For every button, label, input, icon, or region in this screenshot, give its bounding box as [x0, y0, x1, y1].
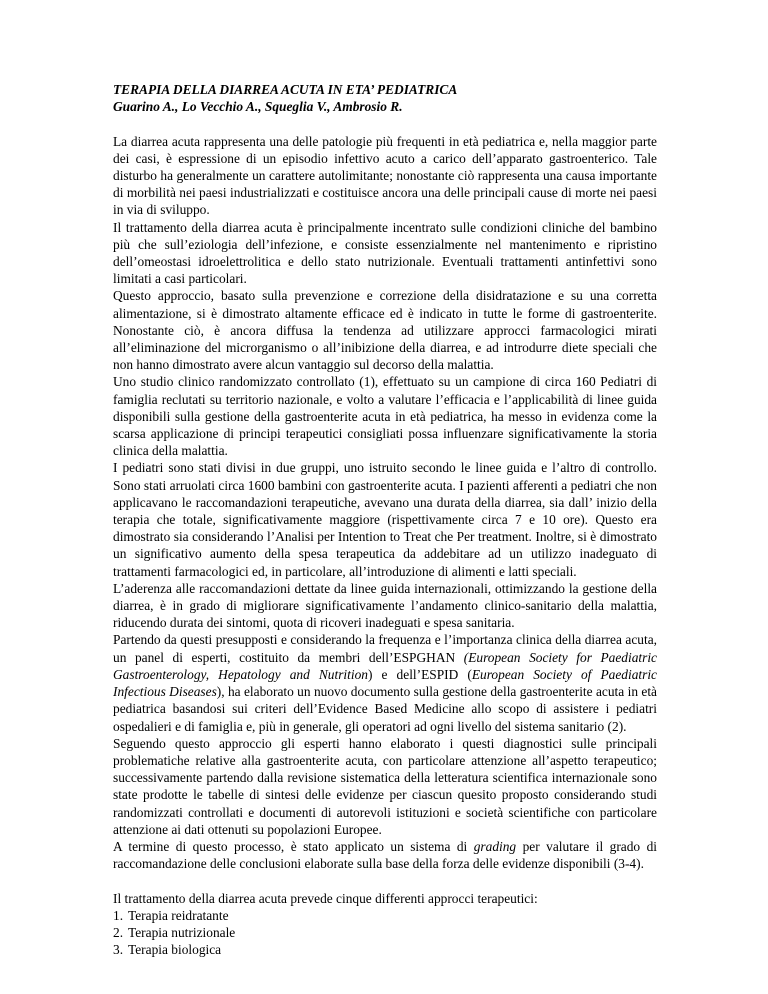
document-page: [113, 81, 657, 958]
paragraph-gap: [113, 872, 657, 889]
espghan-text-3: ), ha elaborato un nuovo documento sulla gestione della gastroenterite acuta in età pediatrica basandosi sui criteri dell’Evidence Based Medicine allo scopo di assistere i pediatri ospedalieri e di famiglia e, più in generale, gli operatori ad ogni livello del sistema sanitario (2).: [113, 684, 657, 734]
paragraph-grading: [113, 838, 657, 872]
list-item-label: Terapia nutrizionale: [128, 924, 236, 940]
paragraph-study: Uno studio clinico randomizzato controllato (1), effettuato su un campione di circa 160 Pediatri di famiglia reclutati su territorio nazionale, e volto a valutare l’efficacia e l’applicabilità di linee guida disponibili sulla gestione della gastroenterite acuta in età pediatrica, ha messo in evidenza come la scarsa applicazione di principi terapeutici consigliati possa influenzare significativamente la storia clinica della malattia.: [113, 374, 657, 459]
grading-text-1: A termine di questo processo, è stato applicato un sistema di: [113, 838, 474, 854]
paragraph-approach: Questo approccio, basato sulla prevenzione e correzione della disidratazione e su una corretta alimentazione, si è dimostrato altamente efficace ed è indicato in tutte le forme di gastroenterite. Nonostante ciò, è ancora diffusa la tendenza ad utilizzare approcci farmacologici mirati all’eliminazione del microrganismo o all’inibizione della diarrea, e ad introdurre diete speciali che non hanno dimostrato avere alcun vantaggio sul decorso della malattia.: [113, 288, 657, 373]
paragraph-espghan: [113, 631, 657, 734]
espghan-text-2: ) e dell’ESPID (: [368, 666, 472, 682]
paragraph-adherence: L’aderenza alle raccomandazioni dettate da linee guida internazionali, ottimizzando la gestione della diarrea, è in grado di migliorare significativamente l’andamento clinico-sanitario della malattia, riducendo durata dei sintomi, quota di ricoveri inadeguati e spesa sanitaria.: [113, 580, 657, 631]
list-intro: Il trattamento della diarrea acuta prevede cinque differenti approcci terapeutici:: [113, 890, 538, 906]
list-item-number: 1.: [113, 907, 124, 923]
list-item: [113, 924, 657, 941]
document-title: TERAPIA DELLA DIARREA ACUTA IN ETA’ PEDIATRICA: [113, 82, 458, 97]
list-item-number: 2.: [113, 924, 124, 940]
paragraph-groups: I pediatri sono stati divisi in due gruppi, uno istruito secondo le linee guida e l’altro di controllo. Sono stati arruolati circa 1600 bambini con gastroenterite acuta. I pazienti afferenti a pediatri che non applicavano le raccomandazioni terapeutiche, avevano una durata della diarrea, sia dall’ inizio della terapia che totale, significativamente maggiore (rispettivamente circa 7 e 10 ore). Questo era dimostrato sia considerando l’Analisi per Intention to Treat che Per treatment. Inoltre, si è dimostrato un significativo aumento della spesa terapeutica da addebitare ad un utilizzo inadeguato di trattamenti farmacologici ed, in particolare, all’introduzione di alimenti e latti speciali.: [113, 460, 657, 579]
espghan-society-name: (European Society for Paediatric Gastroenterology, Hepatology and Nutrition: [113, 649, 657, 682]
paragraph-following: Seguendo questo approccio gli esperti hanno elaborato i questi diagnostici sulle principali problematiche relative alla gastroenterite acuta, con particolare attenzione all’aspetto terapeutico; successivamente partendo dalla revisione sistematica della letteratura scientifica internazionale sono state prodotte le tabelle di sintesi delle evidenze per ciascun quesito proposto considerando studi randomizzati controllati e documenti di autorevoli istituzioni e società scientifiche con particolare attenzione ai dati ottenuti su popolazioni Europee.: [113, 735, 657, 837]
list-item: [113, 907, 657, 924]
espghan-text-1: Partendo da questi presupposti e considerando la frequenza e l’importanza clinica della diarrea acuta, un panel di esperti, costituito da membri dell’ESPGHAN: [113, 632, 657, 665]
list-item: [113, 941, 657, 958]
paragraph-treatment: Il trattamento della diarrea acuta è principalmente incentrato sulle condizioni cliniche del bambino più che sull’eziologia dell’infezione, e consiste essenzialmente nel mantenimento e ripristino dell’omeostasi idroelettrolitica e dello stato nutrizionale. Eventuali trattamenti antinfettivi sono limitati a casi particolari.: [113, 219, 657, 287]
list-item-label: Terapia biologica: [128, 942, 222, 958]
grading-text-2: per valutare il grado di raccomandazione delle conclusioni elaborate sulla base della forza delle evidenze disponibili (3-4).: [113, 838, 657, 872]
espid-society-name: European Society of Paediatric Infectious Diseases: [113, 666, 657, 700]
grading-term: grading: [473, 838, 517, 854]
list-item-number: 3.: [113, 942, 124, 958]
list-item-label: Terapia reidratante: [128, 907, 229, 923]
paragraph-intro: La diarrea acuta rappresenta una delle patologie più frequenti in età pediatrica e, nella maggior parte dei casi, è espressione di un episodio infettivo acuto a carico dell’apparato gastroenterico. Tale disturbo ha generalmente un carattere autolimitante; nonostante ciò rappresenta una causa importante di morbilità nei paesi industrializzati e costituisce ancora una delle principali cause di morte nei paesi in via di sviluppo.: [113, 133, 657, 218]
document-authors: Guarino A., Lo Vecchio A., Squeglia V., Ambrosio R.: [113, 99, 403, 115]
therapy-list: [113, 907, 657, 959]
